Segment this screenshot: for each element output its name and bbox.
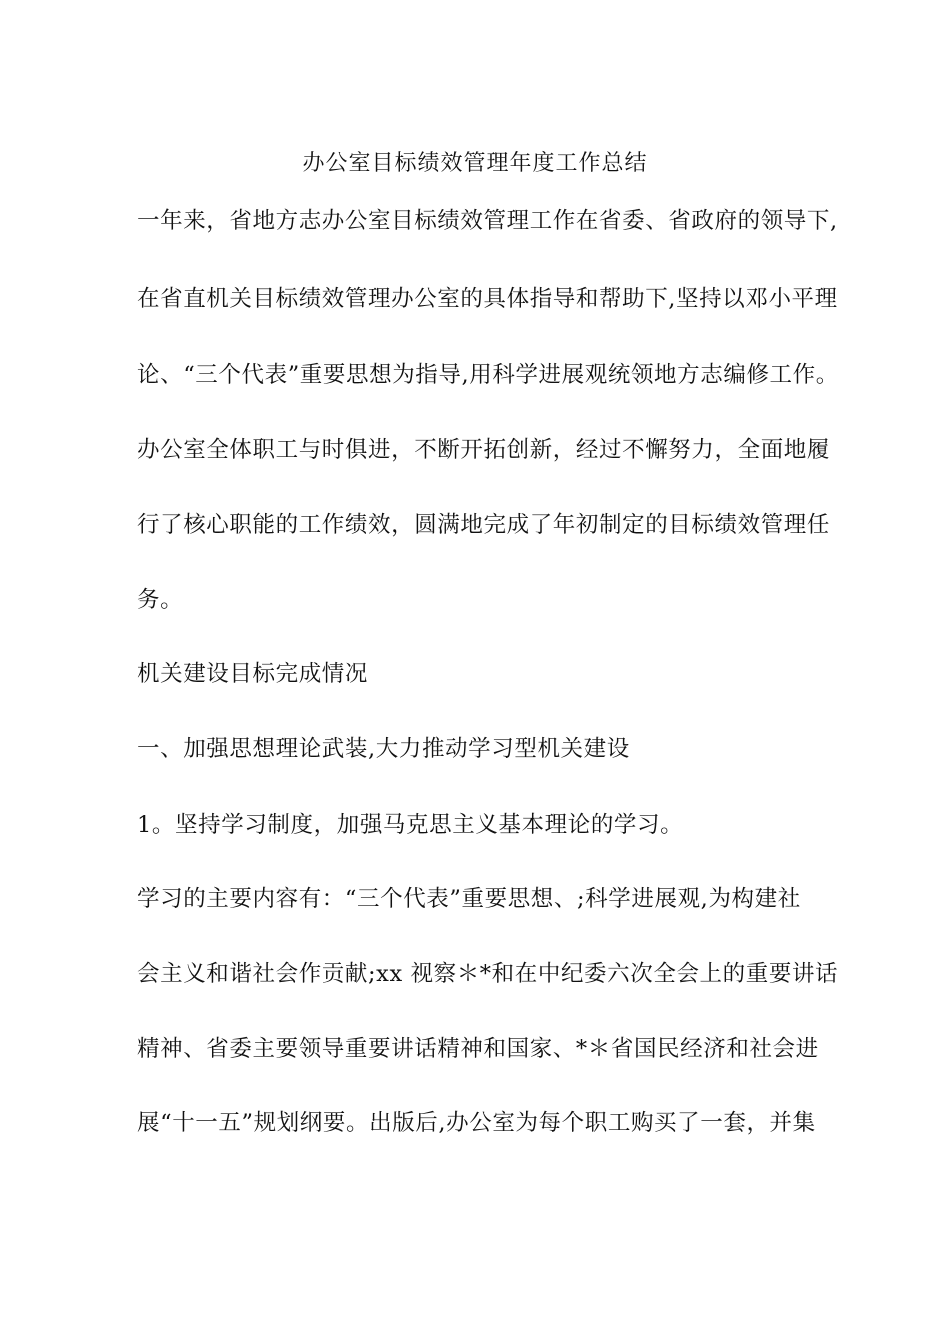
document-title: 办公室目标绩效管理年度工作总结	[302, 151, 648, 176]
paragraph-line-9: 精神、省委主要领导重要讲话精神和国家、*＊省国民经济和社会进	[137, 1036, 819, 1062]
paragraph-line-7: 学习的主要内容有：“三个代表”重要思想、;科学进展观,为构建社	[137, 886, 801, 912]
numbered-item-1: 1。坚持学习制度，加强马克思主义基本理论的学习。	[137, 812, 684, 838]
paragraph-line-8: 会主义和谐社会作贡献;xx 视察＊*和在中纪委六次全会上的重要讲话	[137, 961, 839, 987]
paragraph-line-3: 论、“三个代表”重要思想为指导,用科学进展观统领地方志编修工作。	[137, 362, 839, 388]
subsection-heading: 一、加强思想理论武装,大力推动学习型机关建设	[137, 736, 630, 762]
paragraph-line-6: 务。	[137, 587, 184, 613]
paragraph-line-4: 办公室全体职工与时俱进，不断开拓创新，经过不懈努力，全面地履	[137, 437, 831, 463]
paragraph-line-2: 在省直机关目标绩效管理办公室的具体指导和帮助下,坚持以邓小平理	[137, 286, 838, 312]
paragraph-line-5: 行了核心职能的工作绩效，圆满地完成了年初制定的目标绩效管理任	[137, 512, 831, 538]
paragraph-line-10: 展“十一五”规划纲要。出版后,办公室为每个职工购买了一套，并集	[137, 1110, 816, 1136]
section-heading: 机关建设目标完成情况	[137, 661, 369, 687]
paragraph-line-1: 一年来，省地方志办公室目标绩效管理工作在省委、省政府的领导下,	[137, 208, 838, 234]
